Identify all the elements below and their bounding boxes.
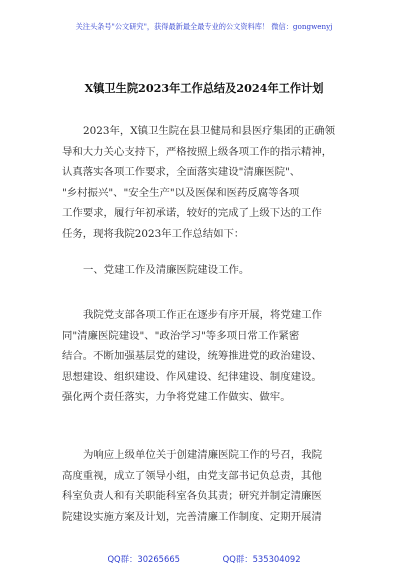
footer-qq-group-1: QQ群：30265665: [107, 554, 180, 564]
paragraph-party-building: [62, 305, 350, 408]
paragraph-line: 同"清廉医院建设"、"政治学习"等多项日常工作紧密: [62, 329, 300, 342]
paragraph-clean-hospital: [62, 445, 350, 527]
footer-contacts: [0, 553, 408, 565]
paragraph-line: 工作要求，履行年初承诺，较好的完成了上级下达的工作: [62, 207, 322, 219]
paragraph-line: 强化两个责任落实，力争将党建工作做实、做牢。: [62, 391, 291, 403]
paragraph-line: 院建设实施方案及计划，完善清廉工作制度、定期开展清: [62, 510, 322, 523]
paragraph-line: 认真落实各项工作要求，全面落实建设"清廉医院"、: [62, 166, 301, 178]
paragraph-line: 结合。不断加强基层党的建设，统筹推进党的政治建设、: [62, 350, 322, 362]
paragraph-line: 任务，现将我院2023年工作总结如下：: [62, 227, 245, 240]
paragraph-line: 高度重视，成立了领导小组，由党支部书记负总责，其他: [62, 469, 322, 482]
paragraph-line: 2023年，X镇卫生院在县卫健局和县医疗集团的正确领: [83, 125, 336, 137]
footer-qq-group-2: QQ群：535304092: [222, 554, 301, 564]
document-title: X镇卫生院2023年工作总结及2024年工作计划: [84, 81, 324, 95]
paragraph-line: "乡村振兴"、"安全生产"以及医保和医药反腐等各项: [62, 186, 300, 199]
paragraph-intro: [62, 121, 350, 244]
paragraph-line: 科室负责人和有关职能科室各负其责；研究并制定清廉医: [62, 490, 322, 502]
paragraph-line: 导和大力关心支持下，严格按照上级各项工作的指示精神，: [62, 145, 333, 158]
paragraph-line: 我院党支部各项工作正在逐步有序开展，将党建工作: [83, 309, 322, 321]
paragraph-line: 为响应上级单位关于创建清廉医院工作的号召，我院: [83, 449, 322, 461]
header-promo-note: 关注头条号"公文研究"，获得最新最全最专业的公文资料库！ 微信：gongwenyj: [75, 22, 333, 31]
section-heading: [62, 260, 350, 281]
section-heading-text: 一、党建工作及清廉医院建设工作。: [83, 264, 250, 276]
paragraph-line: 思想建设、组织建设、作风建设、纪律建设、制度建设。: [62, 370, 322, 383]
